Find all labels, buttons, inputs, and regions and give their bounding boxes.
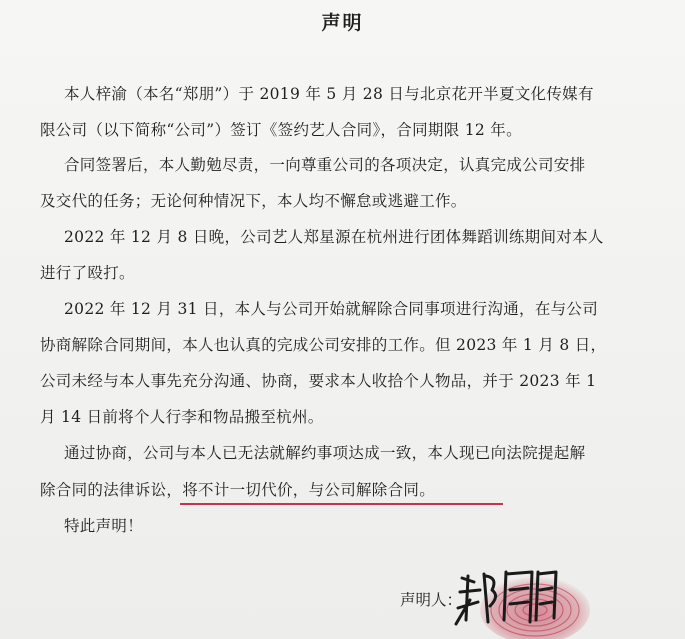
fingerprint-seal [480,576,590,639]
paragraph-line: 公司未经与本人事先充分沟通、协商，要求本人收拾个人物品，并于 2023 年 1 [40,372,597,390]
paragraph-line: 2022 年 12 月 8 日晚，公司艺人郑星源在杭州进行团体舞蹈训练期间对本人 [64,228,604,246]
paragraph-line: 月 14 日前将个人行李和物品搬至杭州。 [40,408,324,426]
paragraph-line: 通过协商，公司与本人已无法就解约事项达成一致，本人现已向法院提起解 [64,444,586,462]
document-title: 声明 [321,12,364,34]
paragraph-line: 协商解除合同期间，本人也认真的完成公司安排的工作。但 2023 年 1 月 8 日， [40,336,607,354]
paragraph-line: 2022 年 12 月 31 日，本人与公司开始就解除合同事项进行沟通，在与公司 [64,300,599,318]
paragraph-line: 本人梓渝（本名“郑朋”）于 2019 年 5 月 28 日与北京花开半夏文化传媒有 [64,85,594,103]
handwritten-signature [440,560,680,639]
signature-label: 声明人： [400,591,463,609]
paragraph-line: 除合同的法律诉讼，将不计一切代价，与公司解除合同。 [40,481,436,499]
paragraph-line: 及交代的任务；无论何种情况下，本人均不懈怠或逃避工作。 [40,192,467,210]
paragraph-line: 进行了殴打。 [40,264,135,282]
paragraph-line: 合同签署后，本人勤勉尽责，一向尊重公司的各项决定，认真完成公司安排 [64,156,586,174]
highlight-underline [180,503,503,505]
paragraph-line: 限公司（以下简称“公司”）签订《签约艺人合同》，合同期限 12 年。 [40,121,522,139]
closing-line: 特此声明！ [64,517,144,535]
